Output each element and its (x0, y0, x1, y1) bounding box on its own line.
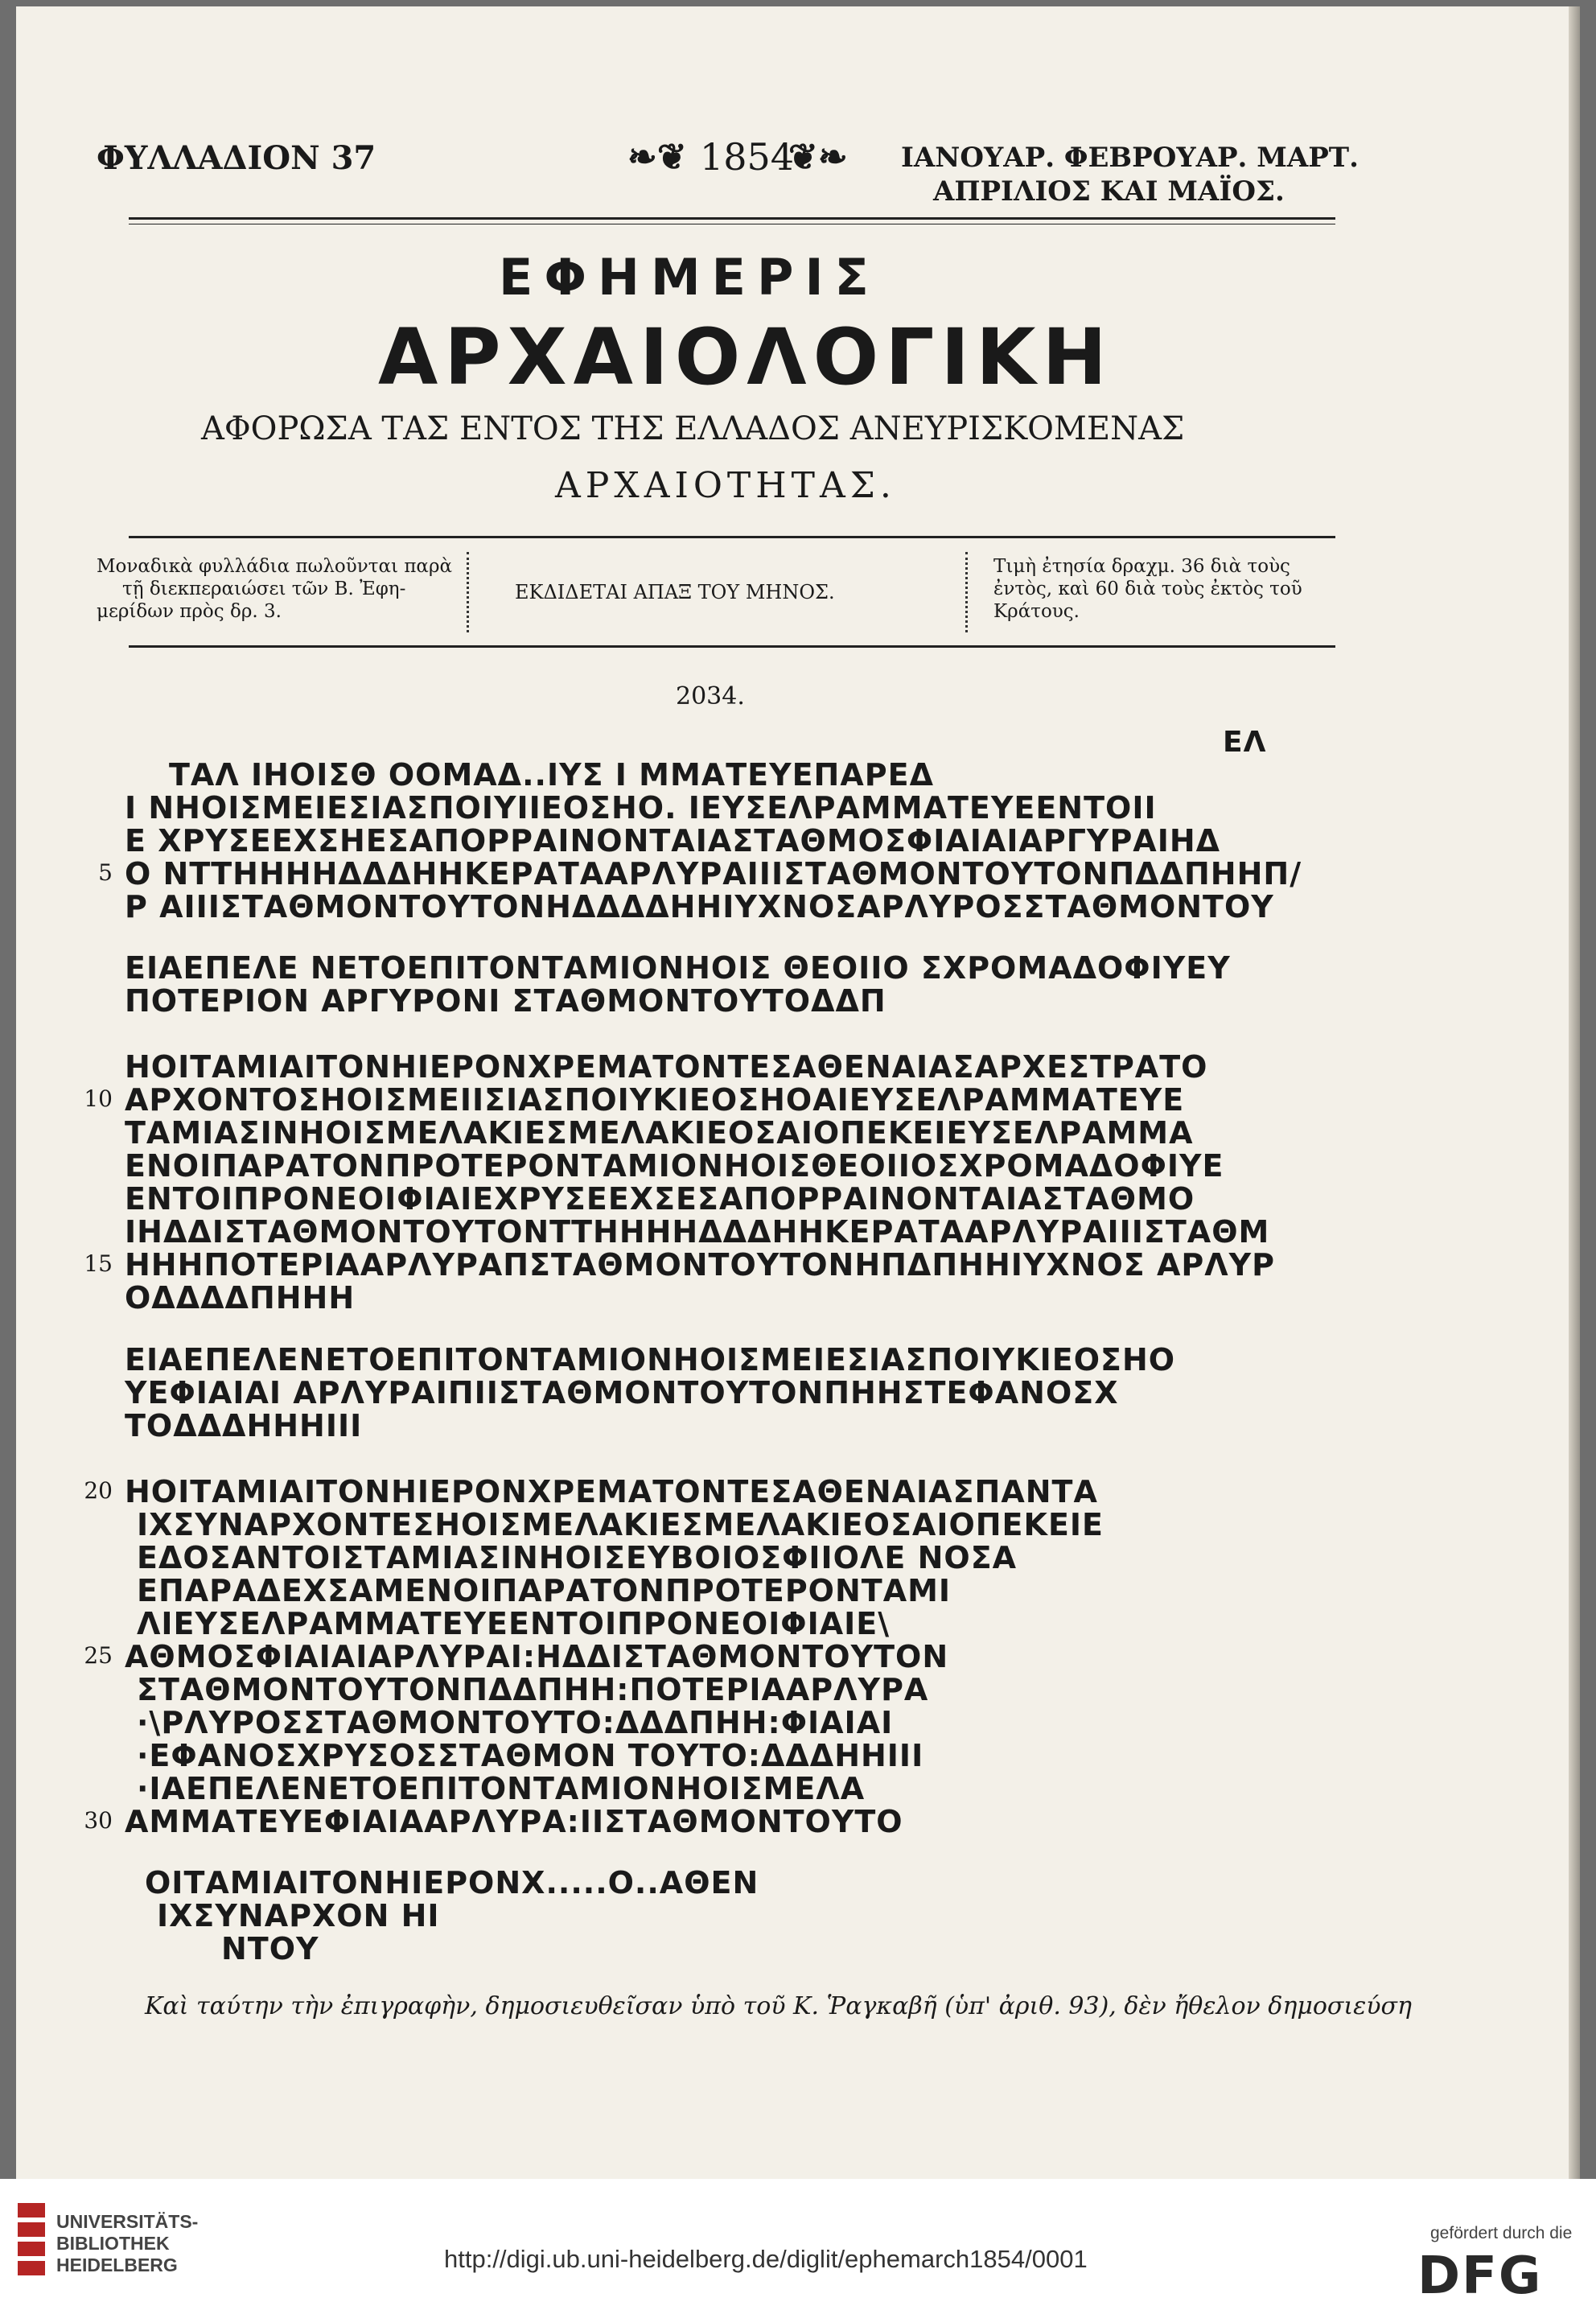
inscription-line: ΤΑΜΙΑΣΙΝΗΟΙΣΜΕΛΑΚΙΕΣΜΕΛΑΚΙΕΟΣΑΙΟΠΕΚΕΙΕΥΣΕΛΡΑΜΜΑ (125, 1115, 1194, 1151)
inscription-line: ΤΟΔΔΔΗΗΗΙΙΙ (125, 1408, 363, 1443)
library-name-line2: BIBLIOTHEK (56, 2233, 170, 2254)
inscription-line: ·ΕΦΑΝΟΣΧΡΥΣΟΣΣΤΑΘΜΟΝ ΤΟΥΤΟ:ΔΔΔΗΗΙΙΙ (137, 1738, 924, 1773)
inscription-line: ΙΧΣΥΝΑΡΧΟΝ ΗΙ (157, 1898, 440, 1933)
inscription-line: ΕΙΑΕΠΕΛΕΝΕΤΟΕΠΙΤΟΝΤΑΜΙΟΝΗΟΙΣΜΕΙΕΣΙΑΣΠΟΙΥΚΙΕΟΣΗΟ (125, 1342, 1176, 1377)
ornament-right: ❦❧ (788, 137, 848, 178)
ornament-left: ❧❦ (627, 137, 687, 178)
scanned-page (16, 6, 1580, 2179)
journal-title-2: ΑΡΧΑΙΟΛΟΓΙΚΗ (378, 312, 1113, 402)
inscription-line: ΑΡΧΟΝΤΟΣΗΟΙΣΜΕΙΙΣΙΑΣΠΟΙΥΚΙΕΟΣΗΟΑΙΕΥΣΕΛΡΑΜΜΑΤΕΥΕ (125, 1082, 1185, 1118)
inscription-line: Ο ΝΤΤΗΗΗΗΔΔΔΗΗΚΕΡΑΤΑΑΡΛΥΡΑΙΙΙΣΤΑΘΜΟΝΤΟΥΤΟΝΠΔΔΠΗΗΠ/ (125, 856, 1302, 892)
library-name (56, 2211, 198, 2276)
masthead-rule-bottom (129, 645, 1335, 648)
inscription-line: ΤΑΛ ΙΗΟΙΣΘ ΟΟΜΑΔ..ΙΥΣ Ι ΜΜΑΤΕΥΕΠΑΡΕΔ (169, 757, 934, 793)
issue-number: ΦΥΛΛΑΔΙΟΝ 37 (97, 139, 376, 177)
inscription-line: ΙΗΔΔΙΣΤΑΘΜΟΝΤΟΥΤΟΝΤΤΗΗΗΗΔΔΔΗΗΚΕΡΑΤΑΑΡΛΥΡΑΙΙΙΣΤΑΘΜ (125, 1214, 1270, 1250)
line-number: 30 (84, 1807, 113, 1834)
months-line2: ΑΠΡΙΛΙΟΣ ΚΑΙ ΜΑΪΟΣ. (933, 175, 1285, 208)
journal-subtitle: ΑΦΟΡΩΣΑ ΤΑΣ ΕΝΤΟΣ ΤΗΣ ΕΛΛΑΔΟΣ ΑΝΕΥΡΙΣΚΟΜΕΝΑΣ (201, 410, 1185, 447)
divider-dots-left (467, 552, 474, 632)
inscription-line: ΛΙΕΥΣΕΛΡΑΜΜΑΤΕΥΕΕΝΤΟΙΠΡΟΝΕΟΙΦΙΑΙΕ\ (137, 1606, 891, 1641)
inscription-line: ΕΙΑΕΠΕΛΕ ΝΕΤΟΕΠΙΤΟΝΤΑΜΙΟΝΗΟΙΣ ΘΕΟΙΙΟ ΣΧΡΟΜΑΔΟΦΙΥΕΥ (125, 950, 1231, 986)
inscription-line: ΗΟΙΤΑΜΙΑΙΤΟΝΗΙΕΡΟΝΧΡΕΜΑΤΟΝΤΕΣΑΘΕΝΑΙΑΣΑΡΧΕΣΤΡΑΤΟ (125, 1049, 1208, 1085)
divider-dots-right (965, 552, 973, 632)
price-info-line1: Τιμὴ ἐτησία δραχμ. 36 διὰ τοὺς (993, 556, 1290, 577)
inscription-line: ΗΟΙΤΑΜΙΑΙΤΟΝΗΙΕΡΟΝΧΡΕΜΑΤΟΝΤΕΣΑΘΕΝΑΙΑΣΠΑΝΤΑ (125, 1474, 1098, 1509)
line-number: 10 (84, 1085, 113, 1112)
sale-info-line3: μερίδων πρὸς δρ. 3. (97, 601, 282, 622)
sale-info-line2: τῇ διεκπεραιώσει τῶν Β. Ἐφη- (122, 579, 406, 599)
line-number: 15 (84, 1250, 113, 1277)
year: 1854 (700, 135, 795, 179)
line-number: 25 (84, 1642, 113, 1669)
sale-info (97, 555, 452, 623)
library-logo-icon (18, 2203, 45, 2283)
inscription-line: ΗΗΗΠΟΤΕΡΙΑΑΡΛΥΡΑΠΣΤΑΘΜΟΝΤΟΥΤΟΝΗΠΔΠΗΗΙΥΧΝΟΣ ΑΡΛΥΡ (125, 1247, 1276, 1283)
inscription-line: Ρ ΑΙΙΙΣΤΑΘΜΟΝΤΟΥΤΟΝΗΔΔΔΔΗΗΙΥΧΝΟΣΑΡΛΥΡΟΣΣΤΑΘΜΟΝΤΟΥ (125, 889, 1274, 924)
inscription-line: ΠΟΤΕΡΙΟΝ ΑΡΓΥΡΟΝΙ ΣΤΑΘΜΟΝΤΟΥΤΟΔΔΠ (125, 983, 886, 1019)
inscription-line: ·ΙΑΕΠΕΛΕΝΕΤΟΕΠΙΤΟΝΤΑΜΙΟΝΗΟΙΣΜΕΛΑ (137, 1771, 866, 1806)
sale-info-line1: Μοναδικὰ φυλλάδια πωλοῦνται παρὰ (97, 556, 453, 577)
inscription-number: 2034. (676, 682, 745, 710)
line-number: 20 (84, 1477, 113, 1504)
inscription-line: ·\ΡΛΥΡΟΣΣΤΑΘΜΟΝΤΟΥΤΟ:ΔΔΔΠΗΗ:ΦΙΑΙΑΙ (137, 1705, 894, 1740)
inscription-line: ΑΜΜΑΤΕΥΕΦΙΑΙΑΑΡΛΥΡΑ:ΙΙΣΤΑΘΜΟΝΤΟΥΤΟ (125, 1804, 903, 1839)
journal-title-1: ΕΦΗΜΕΡΙΣ (499, 248, 880, 307)
inscription-line: ΟΙΤΑΜΙΑΙΤΟΝΗΙΕΡΟΝΧ.....Ο..ΑΘΕΝ (145, 1865, 759, 1900)
months-line1: ΙΑΝΟΥΑΡ. ΦΕΒΡΟΥΑΡ. ΜΑΡΤ. (901, 142, 1359, 174)
closing-text: Καὶ ταύτην τὴν ἐπιγραφὴν, δημοσιευθεῖσαν ὑπὸ τοῦ Κ. Ῥαγκαβῆ (ὑπ' ἀριθ. 93), δὲν ἤθελον δημοσιεύση (145, 1992, 1412, 2020)
journal-subtitle-2: ΑΡΧΑΙΟΤΗΤΑΣ. (555, 465, 896, 506)
price-info-line2: ἐντὸς, καὶ 60 διὰ τοὺς ἐκτὸς τοῦ (993, 579, 1302, 599)
inscription-line: ΟΔΔΔΔΠΗΗΗ (125, 1280, 356, 1316)
funder-note: gefördert durch die (1430, 2224, 1573, 2242)
line-number: 5 (98, 859, 113, 886)
header-rule (129, 217, 1335, 220)
library-name-line1: UNIVERSITÄTS- (56, 2211, 199, 2232)
digitization-footer (0, 2179, 1596, 2306)
inscription-line: ΕΛ (1223, 726, 1267, 759)
dfg-logo: DFG (1417, 2246, 1543, 2306)
library-name-line3: HEIDELBERG (56, 2255, 178, 2275)
price-info (993, 555, 1302, 623)
price-info-line3: Κράτους. (993, 601, 1080, 622)
inscription-line: ΝΤΟΥ (221, 1931, 319, 1966)
inscription-line: ΥΕΦΙΑΙΑΙ ΑΡΛΥΡΑΙΠΙΙΣΤΑΘΜΟΝΤΟΥΤΟΝΠΗΗΣΤΕΦΑΝΟΣΧ (125, 1375, 1119, 1410)
publication-frequency: ΕΚΔΙΔΕΤΑΙ ΑΠΑΞ ΤΟΥ ΜΗΝΟΣ. (515, 581, 835, 603)
inscription-line: ΑΘΜΟΣΦΙΑΙΑΙΑΡΛΥΡΑΙ:ΗΔΔΙΣΤΑΘΜΟΝΤΟΥΤΟΝ (125, 1639, 949, 1674)
inscription-line: Ι ΝΗΟΙΣΜΕΙΕΣΙΑΣΠΟΙΥΙΙΕΟΣΗΟ. ΙΕΥΣΕΛΡΑΜΜΑΤΕΥΕΕΝΤΟΙΙ (125, 790, 1157, 826)
inscription-line: ΕΝΤΟΙΠΡΟΝΕΟΙΦΙΑΙΕΧΡΥΣΕΕΧΣΕΣΑΠΟΡΡΑΙΝΟΝΤΑΙΑΣΤΑΘΜΟ (125, 1181, 1195, 1217)
inscription-line: Ε ΧΡΥΣΕΕΧΣΗΕΣΑΠΟΡΡΑΙΝΟΝΤΑΙΑΣΤΑΘΜΟΣΦΙΑΙΑΙΑΡΓΥΡΑΙΗΔ (125, 823, 1221, 859)
book-spine (1569, 6, 1580, 2179)
inscription-line: ΣΤΑΘΜΟΝΤΟΥΤΟΝΠΔΔΠΗΗ:ΠΟΤΕΡΙΑΑΡΛΥΡΑ (137, 1672, 929, 1707)
inscription-line: ΙΧΣΥΝΑΡΧΟΝΤΕΣΗΟΙΣΜΕΛΑΚΙΕΣΜΕΛΑΚΙΕΟΣΑΙΟΠΕΚΕΙΕ (137, 1507, 1104, 1542)
inscription-line: ΕΠΑΡΑΔΕΧΣΑΜΕΝΟΙΠΑΡΑΤΟΝΠΡΟΤΕΡΟΝΤΑΜΙ (137, 1573, 952, 1608)
source-url-link[interactable]: http://digi.ub.uni-heidelberg.de/diglit/ephemarch1854/0001 (444, 2245, 1088, 2273)
inscription-line: ΕΔΟΣΑΝΤΟΙΣΤΑΜΙΑΣΙΝΗΟΙΣΕΥΒΟΙΟΣΦΙΙΟΛΕ ΝΟΣΑ (137, 1540, 1018, 1575)
masthead-rule (129, 536, 1335, 538)
inscription-line: ΕΝΟΙΠΑΡΑΤΟΝΠΡΟΤΕΡΟΝΤΑΜΙΟΝΗΟΙΣΘΕΟΙΙΟΣΧΡΟΜΑΔΟΦΙΥΕ (125, 1148, 1224, 1184)
